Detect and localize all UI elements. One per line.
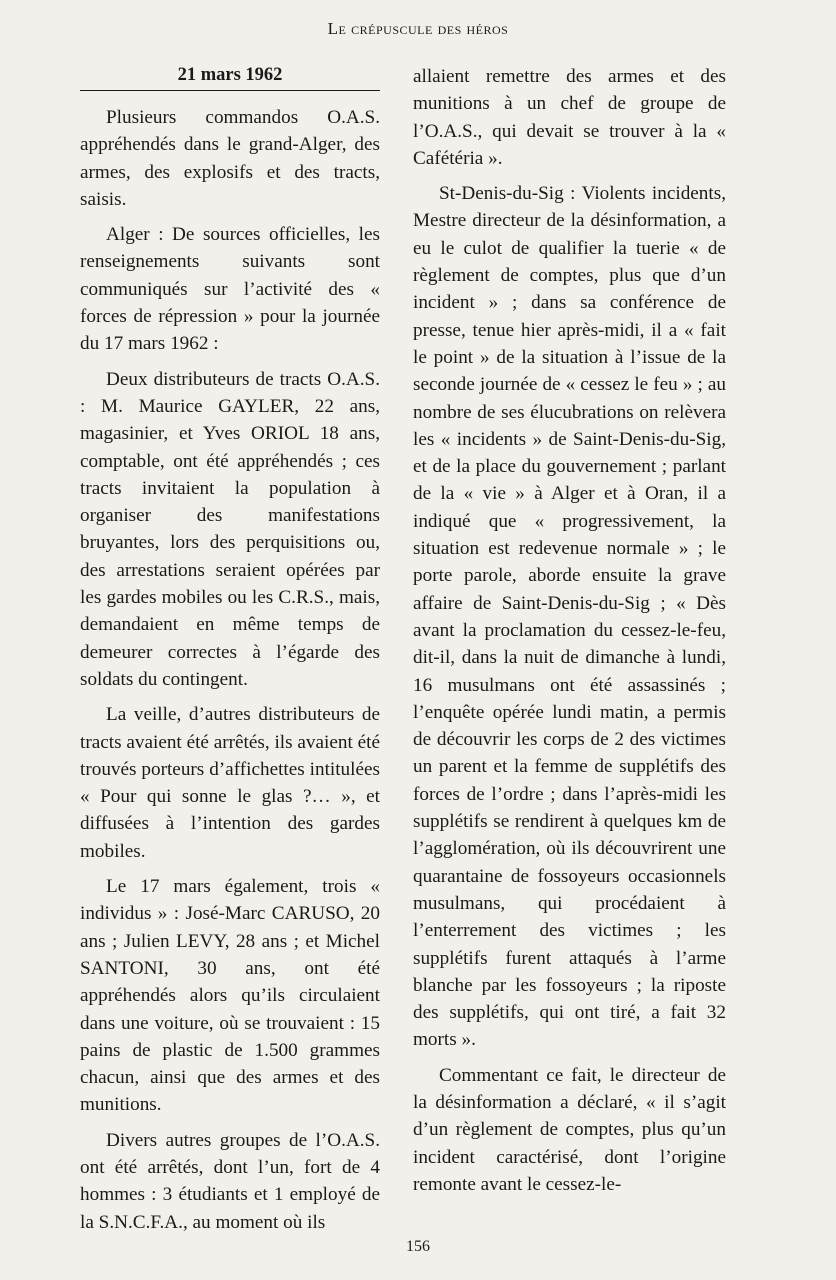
paragraph: La veille, d’autres distributeurs de tracts avaient été arrêtés, ils avaient été trouvés porteurs d’affichettes intitulées « Pour qui sonne le glas ?… », et diffusées à l’intention des gardes mobiles. [80,704,380,862]
paragraph: Divers autres groupes de l’O.A.S. ont été arrêtés, dont l’un, fort de 4 hommes : 3 étudiants et 1 employé de la S.N.C.F.A., au moment où ils [80,1129,380,1233]
left-column [80,63,380,1244]
paragraph: Le 17 mars également, trois « individus » : José-Marc CARUSO, 20 ans ; Julien LEVY, 28 ans ; et Michel SANTONI, 30 ans, ont été appréhendés alors qu’ils circulaient dans une voiture, où se trouvaient : 15 pains de plastic de 1.500 grammes chacun, ainsi que des armes et des munitions. [80,876,380,1116]
paragraph: Deux distributeurs de tracts O.A.S. : M. Maurice GAYLER, 22 ans, magasinier, et Yves ORIOL 18 ans, comptable, ont été appréhendés ; ces tracts invitaient la population à organiser des manifestations bruyantes, lors des perquisitions ou, des arrestations seraient opérées par les gardes mobiles ou les C.R.S., mais, demandaient en même temps de demeurer correctes à l’égarde des soldats du contingent. [80,368,380,690]
running-title: Le crépuscule des héros [327,19,509,38]
paragraph: Commentant ce fait, le directeur de la désinformation a déclaré, « il s’agit d’un règlement de comptes, plus qu’un incident caractérisé, dont l’origine remonte avant le cessez-le- [413,1064,726,1195]
paragraph: St-Denis-du-Sig : Violents incidents, Mestre directeur de la désinformation, a eu le culot de qualifier la tuerie « de règlement de comptes, plus que d’un incident » ; dans sa conférence de presse, tenue hier après-midi, il a « fait le point » de la situation à l’issue de la seconde journée de « cessez le feu » ; au nombre de ses élucubrations on relèvera les « incidents » de Saint-Denis-du-Sig, et de la place du gouvernement ; parlant de la « vie » à Alger et à Oran, il a indiqué que « progressivement, la situation est redevenue normale » ; le porte parole, aborde ensuite la grave affaire de Saint-Denis-du-Sig ; « Dès avant la proclamation du cessez-le-feu, dit-il, dans la nuit de dimanche à lundi, 16 musulmans ont été assassinés ; l’enquête opérée lundi matin, a permis de découvrir les corps de 2 des victimes un parent et la femme de supplétifs des forces de l’ordre ; dans l’après-midi les supplétifs se rendirent à quelques km de l’agglomération, où ils découvrirent une quarantaine de fossoyeurs occasionnels musulmans, qui procédaient à l’enterrement des victimes ; les supplétifs furent attaqués à l’arme blanche par les fossoyeurs ; la riposte des supplétifs, qui ont tiré, a fait 32 morts ». [413,183,726,1051]
paragraph: Plusieurs commandos O.A.S. appréhendés dans le grand-Alger, des armes, des explosifs et des tracts, saisis. [80,107,380,210]
continued-paragraph: allaient remettre des armes et des munitions à un chef de groupe de l’O.A.S., qui devait se trouver à la « Cafétéria ». [413,66,726,169]
date-heading: 21 mars 1962 [80,63,380,91]
paragraph: Alger : De sources officielles, les renseignements suivants sont communiqués sur l’activité des « forces de répression » pour la journée du 17 mars 1962 : [80,224,380,355]
page-number: 156 [406,1238,430,1255]
right-column [413,63,726,1206]
